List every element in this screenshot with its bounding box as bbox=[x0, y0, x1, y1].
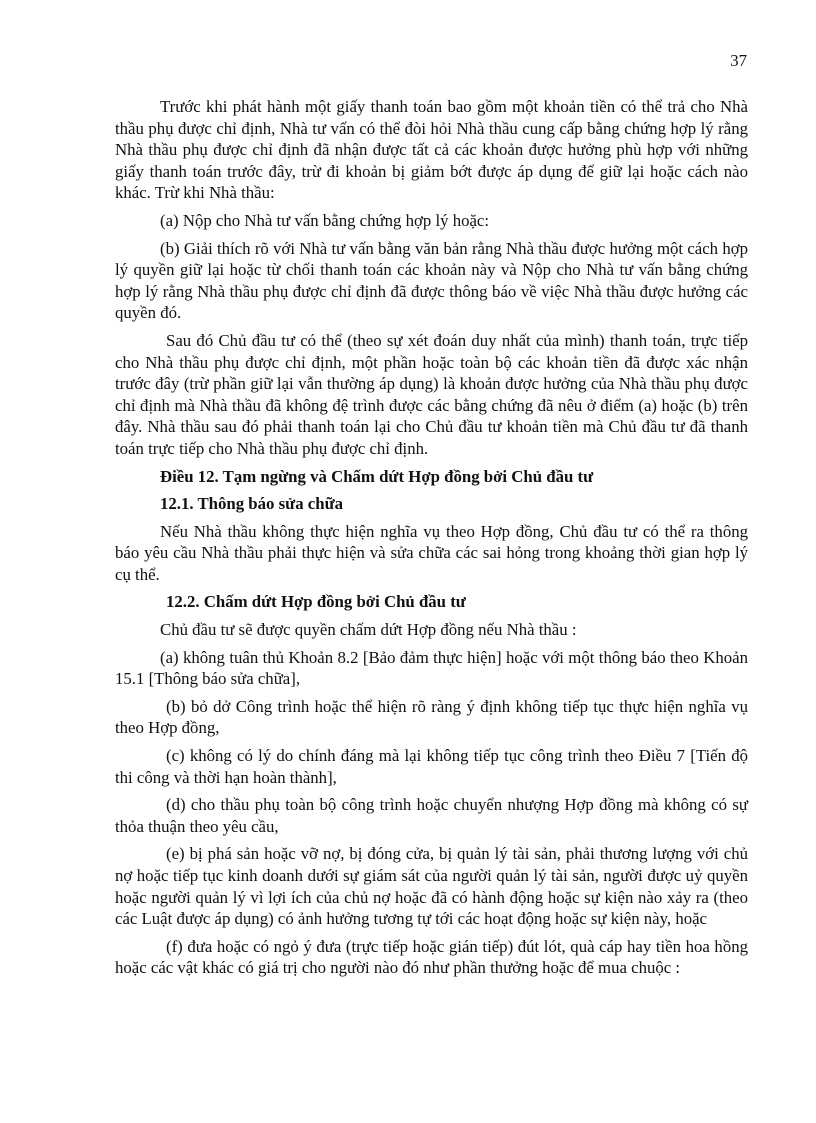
list-item-d: (d) cho thầu phụ toàn bộ công trình hoặc chuyển nhượng Hợp đồng mà không có sự thỏa thuận theo yêu cầu, bbox=[115, 795, 748, 836]
paragraph-termination-intro: Chủ đầu tư sẽ được quyền chấm dứt Hợp đồng nếu Nhà thầu : bbox=[160, 620, 577, 640]
paragraph-notice-to-correct: Nếu Nhà thầu không thực hiện nghĩa vụ theo Hợp đồng, Chủ đầu tư có thể ra thông báo yêu cầu Nhà thầu phải thực hiện và sửa chữa các sai hỏng trong khoảng thời gian hợp lý cụ thể. bbox=[115, 521, 748, 584]
list-item-f: (f) đưa hoặc có ngỏ ý đưa (trực tiếp hoặc gián tiếp) đút lót, quà cáp hay tiền hoa hồng hoặc các vật khác có giá trị cho người nào đó như phần thưởng hoặc để mua chuộc : bbox=[115, 936, 748, 978]
section-12-2-heading: 12.2. Chấm dứt Hợp đồng bởi Chủ đầu tư bbox=[166, 592, 466, 612]
list-item-e: (e) bị phá sản hoặc vỡ nợ, bị đóng cửa, bị quản lý tài sản, phải thương lượng với chủ nợ hoặc tiếp tục kinh doanh dưới sự giám sát của người quản lý tài sản, người được uỷ quyền hoặc người quản lý vì lợi ích của chủ nợ hoặc đã có hành động hoặc sự kiện nào xảy ra (theo các Luật được áp dụng) có ảnh hưởng tương tự tới các hoạt động hoặc sự kiện này, hoặc bbox=[115, 844, 748, 929]
paragraph-item-b-explanation: (b) Giải thích rõ với Nhà tư vấn bằng văn bản rằng Nhà thầu được hưởng một cách hợp lý quyền giữ lại hoặc từ chối thanh toán các khoản này và Nộp cho Nhà tư vấn bằng chứng hợp lý rằng Nhà thầu phụ được chỉ định đã được thông báo về việc Nhà thầu được hưởng các quyền đó. bbox=[115, 238, 748, 323]
list-item-c: (c) không có lý do chính đáng mà lại không tiếp tục công trình theo Điều 7 [Tiến độ thi công và thời hạn hoàn thành], bbox=[115, 746, 748, 787]
paragraph-payment-evidence: Trước khi phát hành một giấy thanh toán bao gồm một khoản tiền có thể trả cho Nhà thầu phụ được chỉ định, Nhà tư vấn có thể đòi hỏi Nhà thầu cung cấp bằng chứng hợp lý rằng Nhà thầu phụ được chỉ định đã nhận được tất cả các khoản được hưởng phù hợp với những giấy thanh toán trước đây, trừ đi khoản bị giảm bớt được áp dụng để giữ lại hoặc cách nào khác. Trừ khi Nhà thầu: bbox=[115, 97, 748, 203]
article-12-heading: Điều 12. Tạm ngừng và Chấm dứt Hợp đồng bởi Chủ đầu tư bbox=[160, 466, 594, 486]
list-item-a: (a) không tuân thủ Khoản 8.2 [Bảo đảm thực hiện] hoặc với một thông báo theo Khoản 15.1 [Thông báo sửa chữa], bbox=[115, 647, 748, 689]
page-number: 37 bbox=[730, 51, 747, 70]
document-body bbox=[115, 96, 748, 985]
section-12-1-heading: 12.1. Thông báo sửa chữa bbox=[160, 494, 344, 514]
paragraph-item-a-evidence: (a) Nộp cho Nhà tư vấn bằng chứng hợp lý hoặc: bbox=[160, 210, 490, 230]
list-item-b: (b) bỏ dở Công trình hoặc thể hiện rõ ràng ý định không tiếp tục thực hiện nghĩa vụ theo Hợp đồng, bbox=[115, 696, 748, 738]
paragraph-direct-payment: Sau đó Chủ đầu tư có thể (theo sự xét đoán duy nhất của mình) thanh toán, trực tiếp cho Nhà thầu phụ được chỉ định, một phần hoặc toàn bộ các khoản tiền đã được xác nhận trước đây (trừ phần giữ lại vẫn thường áp dụng) là khoản được hưởng của Nhà thầu phụ được chỉ định mà Nhà thầu đã không đệ trình được các bằng chứng đã nêu ở điểm (a) hoặc (b) trên đây. Nhà thầu sau đó phải thanh toán lại cho Chủ đầu tư khoản tiền mà Chủ đầu tư đã thanh toán trực tiếp cho Nhà thầu phụ được chỉ định. bbox=[115, 330, 748, 458]
